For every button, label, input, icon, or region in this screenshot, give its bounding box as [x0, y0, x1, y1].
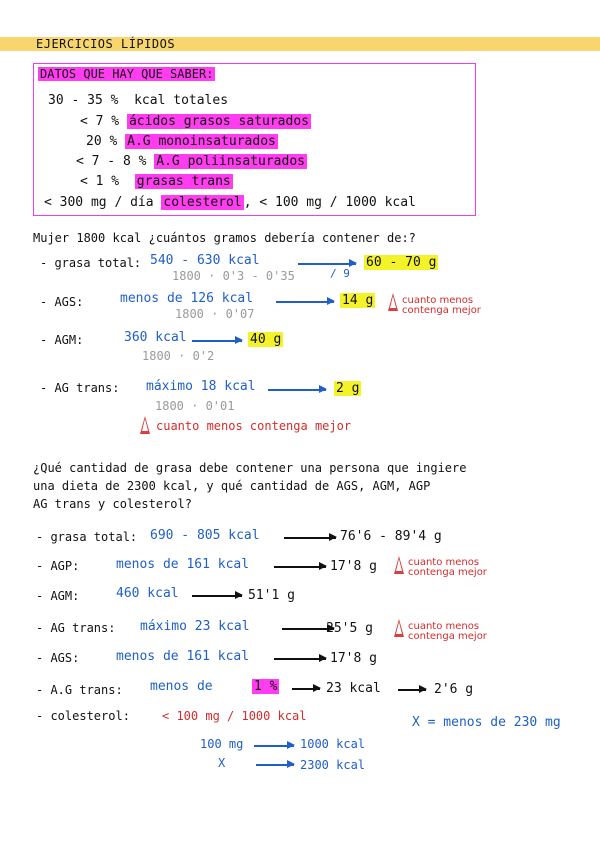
- warning-icon: [394, 556, 404, 574]
- key-facts-header: DATOS QUE HAY QUE SABER:: [40, 67, 214, 81]
- proportion-left-2: X: [218, 756, 226, 770]
- q1-warn-trans: cuanto menos contenga mejor: [156, 419, 352, 433]
- q1-result-fat: 60 - 70 g: [366, 255, 437, 270]
- q2-label-ags-trans: - A.G trans:: [36, 683, 123, 697]
- arrow-icon: [256, 764, 294, 766]
- q1-result-agm: 40 g: [250, 332, 282, 347]
- q1-label-trans: - AG trans:: [40, 381, 120, 395]
- arrow-icon: [398, 689, 426, 691]
- q2-value-fat: 690 - 805 kcal: [150, 528, 260, 543]
- q2-warn-agp: cuanto menos contenga mejor: [408, 557, 487, 578]
- q2-label-ags: - AGS:: [36, 651, 80, 665]
- q2-result-fat: 76'6 - 89'4 g: [340, 529, 442, 544]
- question-1: Mujer 1800 kcal ¿cuántos gramos debería contener de:?: [33, 231, 416, 245]
- q2-result-agp: 17'8 g: [330, 559, 377, 574]
- fact-line-total: 30 - 35 % kcal totales: [48, 93, 229, 108]
- arrow-icon: [274, 566, 326, 568]
- q2-mid-ags-trans: 23 kcal: [326, 681, 381, 696]
- q2-result-ags: 17'8 g: [330, 651, 377, 666]
- q1-label-ags: - AGS:: [40, 295, 84, 309]
- fact-line-cholesterol: < 300 mg / día colesterol , < 100 mg / 1000 kcal: [44, 195, 416, 210]
- q2-value-agp: menos de 161 kcal: [116, 557, 250, 572]
- fact-line-agp: < 7 - 8 % A.G poliinsaturados: [76, 154, 305, 169]
- q2-label-fat: - grasa total:: [36, 530, 138, 544]
- q1-calc-trans: 1800 · 0'01: [155, 399, 235, 413]
- arrow-icon: [274, 658, 326, 660]
- q2-value-ags-trans: menos de: [150, 679, 213, 694]
- q2-value-agm: 460 kcal: [116, 586, 179, 601]
- fact-line-ags: < 7 % ácidos grasos saturados: [80, 114, 309, 129]
- warning-icon: [394, 619, 404, 637]
- q1-result-ags: 14 g: [342, 293, 374, 308]
- arrow-icon: [298, 263, 356, 265]
- q1-label-fat: - grasa total:: [40, 256, 142, 270]
- q1-result-trans: 2 g: [336, 381, 360, 396]
- q2-result-trans: 25'5 g: [326, 621, 373, 636]
- q2-warn-trans: cuanto menos contenga mejor: [408, 621, 487, 642]
- q2-value-trans: máximo 23 kcal: [140, 619, 250, 634]
- q1-divisor-fat: / 9: [330, 267, 350, 280]
- q2-value-cholesterol: < 100 mg / 1000 kcal: [162, 709, 307, 723]
- q1-calc-agm: 1800 · 0'2: [142, 349, 215, 363]
- question-2-line3: AG trans y colesterol?: [33, 497, 192, 511]
- q2-result-ags-trans: 2'6 g: [434, 682, 474, 697]
- q2-label-trans: - AG trans:: [36, 621, 116, 635]
- q2-x-result: X = menos de 230 mg: [412, 715, 561, 730]
- q2-label-agm: - AGM:: [36, 589, 80, 603]
- q2-label-cholesterol: - colesterol:: [36, 709, 130, 723]
- arrow-icon: [268, 389, 326, 391]
- arrow-icon: [276, 301, 334, 303]
- fact-line-trans: < 1 % grasas trans: [80, 174, 231, 189]
- q2-label-agp: - AGP:: [36, 559, 80, 573]
- warning-icon: [388, 293, 398, 311]
- arrow-icon: [284, 537, 336, 539]
- q1-label-agm: - AGM:: [40, 333, 84, 347]
- q2-pct-ags-trans: 1 %: [254, 679, 278, 694]
- warning-icon: [140, 416, 150, 434]
- page-title: EJERCICIOS LÍPIDOS: [36, 37, 176, 51]
- q1-value-agm: 360 kcal: [124, 330, 187, 345]
- q1-value-fat: 540 - 630 kcal: [150, 253, 260, 268]
- question-2-line1: ¿Qué cantidad de grasa debe contener una persona que ingiere: [33, 461, 467, 475]
- proportion-right-1: 1000 kcal: [300, 737, 366, 751]
- q1-value-trans: máximo 18 kcal: [146, 379, 256, 394]
- proportion-right-2: 2300 kcal: [300, 758, 366, 772]
- arrow-icon: [192, 595, 242, 597]
- q1-value-ags: menos de 126 kcal: [120, 291, 254, 306]
- q2-value-ags: menos de 161 kcal: [116, 649, 250, 664]
- arrow-icon: [192, 340, 242, 342]
- q2-result-agm: 51'1 g: [248, 588, 295, 603]
- question-2-line2: una dieta de 2300 kcal, y qué cantidad de AGS, AGM, AGP: [33, 479, 431, 493]
- q1-warn-ags: cuanto menos contenga mejor: [402, 295, 481, 316]
- arrow-icon: [292, 688, 320, 690]
- proportion-left-1: 100 mg: [200, 737, 244, 751]
- fact-line-agm: 20 % A.G monoinsaturados: [86, 134, 276, 149]
- q1-calc-fat: 1800 · 0'3 - 0'35: [172, 269, 295, 283]
- q1-calc-ags: 1800 · 0'07: [175, 307, 255, 321]
- arrow-icon: [254, 745, 294, 747]
